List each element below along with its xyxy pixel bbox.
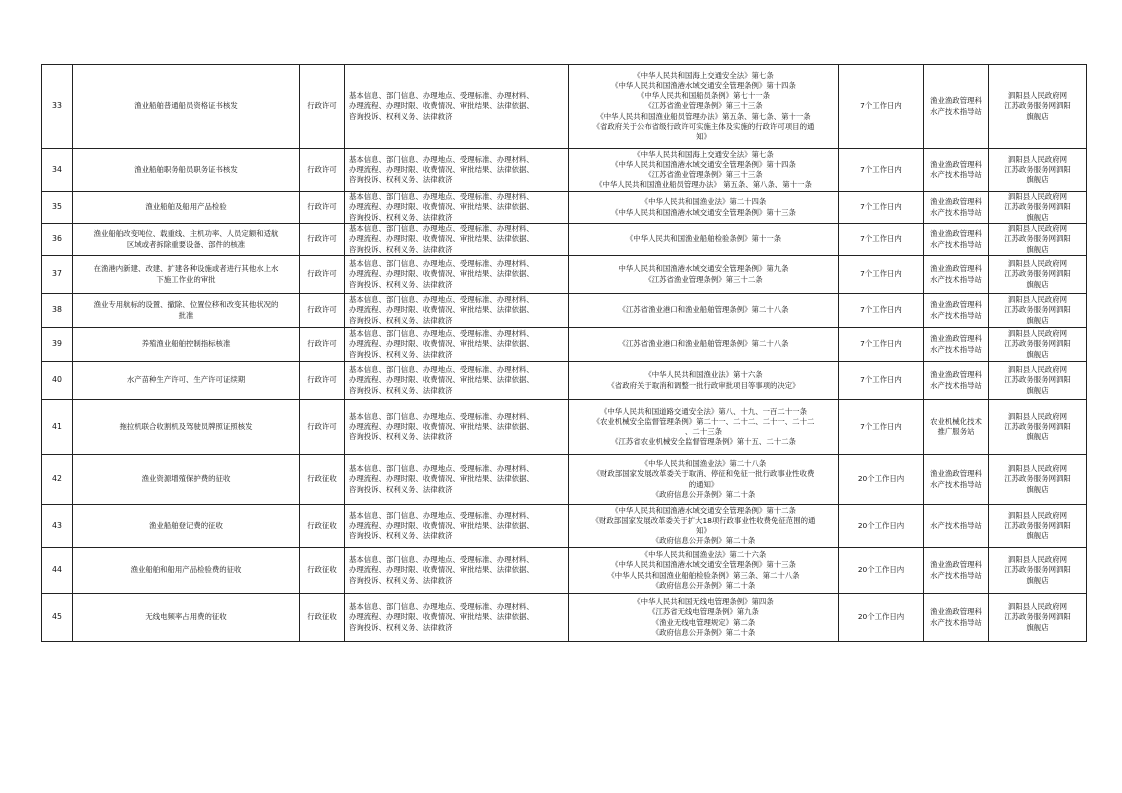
cell-item-type: 行政许可 — [300, 65, 345, 149]
cell-disclosure-content-line: 咨询投诉、权利义务、法律救济 — [349, 279, 453, 289]
cell-legal-basis — [569, 400, 839, 455]
cell-item-type: 行政许可 — [300, 256, 345, 294]
cell-channel — [989, 594, 1087, 642]
cell-item-name — [73, 294, 300, 328]
cell-disclosure-content-line: 咨询投诉、权利义务、法律救济 — [349, 349, 453, 359]
cell-department-line: 推广服务站 — [937, 427, 975, 436]
cell-channel-line: 江苏政务服务网泗阳 — [1004, 421, 1071, 431]
cell-item-name — [73, 192, 300, 224]
table-row — [42, 594, 1087, 642]
cell-disclosure-content-line: 办理流程、办理时限、收费情况、审批结果、法律依据、 — [349, 339, 534, 349]
cell-disclosure-content — [345, 548, 569, 594]
cell-disclosure-content — [345, 149, 569, 192]
cell-department-line: 水产技术指导站 — [930, 479, 982, 489]
cell-disclosure-content — [345, 400, 569, 455]
cell-legal-basis-line: 《中华人民共和国渔港水域交通安全管理条例》第十三条 — [611, 207, 796, 217]
cell-channel — [989, 256, 1087, 294]
cell-legal-basis-line: 中华人民共和国渔港水域交通安全管理条例》第九条 — [618, 264, 789, 274]
cell-legal-basis-line: 《省政府关于公布省级行政许可实施主体及实施的行政许可项目的通 — [592, 121, 815, 131]
cell-item-name-line: 下施工作业的审批 — [156, 274, 216, 284]
cell-department-line: 渔业渔政管理科 — [930, 469, 982, 479]
cell-channel-line: 旗舰店 — [1026, 244, 1049, 254]
cell-disclosure-content — [345, 505, 569, 548]
cell-disclosure-content-line: 基本信息、部门信息、办理地点、受理标准、办理材料、 — [349, 259, 534, 269]
cell-channel-line: 旗舰店 — [1026, 175, 1049, 185]
cell-disclosure-content-line: 基本信息、部门信息、办理地点、受理标准、办理材料、 — [349, 295, 534, 305]
cell-item-name-line: 渔业资源增殖保护费的征收 — [141, 474, 231, 484]
cell-disclosure-content — [345, 455, 569, 505]
cell-legal-basis-line: 《中华人民共和国渔业法》第十六条 — [644, 370, 763, 380]
cell-disclosure-content-line: 办理流程、办理时限、收费情况、审批结果、法律依据、 — [349, 565, 534, 575]
cell-item-type: 行政许可 — [300, 224, 345, 256]
cell-item-name — [73, 400, 300, 455]
cell-number: 43 — [42, 505, 73, 548]
table-row — [42, 192, 1087, 224]
cell-legal-basis — [569, 224, 839, 256]
cell-legal-basis-line: 《中华人民共和国渔业船员管理办法》第五条、第七条、第十一条 — [596, 111, 811, 121]
disclosure-table — [41, 64, 1087, 642]
cell-time-limit: 7个工作日内 — [839, 362, 924, 400]
cell-item-name-line: 拖拉机联合收割机及驾驶员牌照证照核发 — [119, 421, 253, 431]
cell-department-line: 水产技术指导站 — [930, 106, 982, 116]
cell-department — [924, 294, 989, 328]
cell-disclosure-content — [345, 192, 569, 224]
cell-time-limit: 7个工作日内 — [839, 65, 924, 149]
cell-legal-basis-line: 《中华人民共和国渔港水域交通安全管理条例》第十四条 — [611, 80, 796, 90]
cell-legal-basis — [569, 362, 839, 400]
cell-department-line: 水产技术指导站 — [930, 170, 982, 179]
cell-disclosure-content-line: 咨询投诉、权利义务、法律救济 — [349, 212, 453, 222]
cell-disclosure-content-line: 咨询投诉、权利义务、法律救济 — [349, 385, 453, 395]
cell-item-name-line: 渔业船舶和船用产品检验费的征收 — [130, 565, 242, 575]
table-row — [42, 65, 1087, 149]
cell-channel-line: 泗阳县人民政府网 — [1007, 154, 1068, 164]
cell-channel-line: 泗阳县人民政府网 — [1007, 411, 1068, 421]
cell-department-line: 渔业渔政管理科 — [930, 159, 982, 169]
cell-disclosure-content-line: 咨询投诉、权利义务、法律救济 — [349, 531, 453, 541]
cell-legal-basis-line: 《江苏省渔业管理条例》第三十三条 — [644, 170, 763, 179]
cell-legal-basis — [569, 594, 839, 642]
cell-channel-line: 泗阳县人民政府网 — [1007, 365, 1068, 375]
cell-department — [924, 362, 989, 400]
cell-channel-line: 江苏政务服务网泗阳 — [1004, 474, 1071, 484]
cell-legal-basis-line: 《中华人民共和国渔业船舶检验条例》第十一条 — [625, 234, 782, 244]
cell-legal-basis — [569, 65, 839, 149]
cell-legal-basis-line: 《中华人民共和国渔业船舶检验条例》第三条、第二十八条 — [607, 570, 800, 580]
cell-channel-line: 旗舰店 — [1026, 111, 1049, 121]
cell-number: 44 — [42, 548, 73, 594]
cell-legal-basis-line: 《中华人民共和国渔业船员管理办法》 第五条、第八条、第十一条 — [595, 180, 812, 190]
cell-time-limit: 20个工作日内 — [839, 505, 924, 548]
cell-channel-line: 泗阳县人民政府网 — [1007, 224, 1068, 234]
cell-legal-basis — [569, 149, 839, 192]
cell-legal-basis-line: 、二十三条 — [685, 427, 722, 436]
cell-legal-basis-line: 《农业机械安全监督管理条例》第二十一、二十二、二十一、二十二 — [592, 416, 815, 426]
cell-channel — [989, 455, 1087, 505]
cell-item-name — [73, 362, 300, 400]
cell-legal-basis-line: 《江苏省无线电管理条例》第九条 — [648, 607, 759, 617]
cell-legal-basis — [569, 505, 839, 548]
cell-item-name-line: 在渔港内新建、改建、扩建各种设施或者进行其他水上水 — [93, 264, 279, 274]
cell-legal-basis — [569, 192, 839, 224]
cell-disclosure-content-line: 基本信息、部门信息、办理地点、受理标准、办理材料、 — [349, 510, 534, 520]
table-row — [42, 455, 1087, 505]
table-row — [42, 362, 1087, 400]
cell-disclosure-content — [345, 362, 569, 400]
cell-time-limit: 20个工作日内 — [839, 455, 924, 505]
cell-department-line: 渔业渔政管理科 — [930, 197, 982, 207]
cell-number: 41 — [42, 400, 73, 455]
cell-department-line: 渔业渔政管理科 — [930, 370, 982, 380]
table-row — [42, 149, 1087, 192]
cell-disclosure-content — [345, 328, 569, 362]
cell-disclosure-content-line: 基本信息、部门信息、办理地点、受理标准、办理材料、 — [349, 602, 534, 612]
cell-channel-line: 旗舰店 — [1026, 484, 1049, 494]
cell-channel — [989, 548, 1087, 594]
table-row — [42, 328, 1087, 362]
cell-disclosure-content — [345, 65, 569, 149]
cell-item-name-line: 渔业船舶职务船员职务证书核发 — [134, 164, 238, 174]
cell-legal-basis-line: 《江苏省渔业港口和渔业船舶管理条例》第二十八条 — [618, 339, 789, 349]
cell-disclosure-content-line: 基本信息、部门信息、办理地点、受理标准、办理材料、 — [349, 365, 534, 375]
cell-channel-line: 泗阳县人民政府网 — [1007, 329, 1068, 339]
cell-item-name — [73, 224, 300, 256]
cell-time-limit: 7个工作日内 — [839, 149, 924, 192]
cell-channel-line: 江苏政务服务网泗阳 — [1004, 375, 1071, 385]
cell-department-line: 水产技术指导站 — [930, 380, 982, 390]
cell-department — [924, 224, 989, 256]
table-row — [42, 294, 1087, 328]
table-row — [42, 548, 1087, 594]
cell-channel-line: 江苏政务服务网泗阳 — [1004, 202, 1071, 212]
cell-legal-basis — [569, 548, 839, 594]
cell-department-line: 水产技术指导站 — [930, 344, 982, 354]
cell-disclosure-content-line: 咨询投诉、权利义务、法律救济 — [349, 315, 453, 325]
cell-channel-line: 旗舰店 — [1026, 432, 1049, 442]
cell-channel-line: 江苏政务服务网泗阳 — [1004, 234, 1071, 244]
cell-channel-line: 泗阳县人民政府网 — [1007, 464, 1068, 474]
cell-time-limit: 7个工作日内 — [839, 224, 924, 256]
cell-department-line: 渔业渔政管理科 — [930, 264, 982, 274]
cell-legal-basis — [569, 328, 839, 362]
cell-time-limit: 7个工作日内 — [839, 328, 924, 362]
cell-channel-line: 旗舰店 — [1026, 575, 1049, 585]
cell-department-line: 水产技术指导站 — [930, 239, 982, 249]
table-body — [42, 65, 1087, 642]
cell-legal-basis-line: 知》 — [696, 526, 711, 535]
cell-disclosure-content-line: 基本信息、部门信息、办理地点、受理标准、办理材料、 — [349, 154, 534, 164]
cell-item-type: 行政许可 — [300, 294, 345, 328]
cell-disclosure-content-line: 办理流程、办理时限、收费情况、审批结果、法律依据、 — [349, 164, 534, 174]
cell-department-line: 渔业渔政管理科 — [930, 334, 982, 344]
cell-number: 37 — [42, 256, 73, 294]
cell-disclosure-content-line: 咨询投诉、权利义务、法律救济 — [349, 244, 453, 254]
cell-department — [924, 548, 989, 594]
cell-disclosure-content-line: 办理流程、办理时限、收费情况、审批结果、法律依据、 — [349, 474, 534, 484]
table-row — [42, 256, 1087, 294]
cell-channel — [989, 192, 1087, 224]
cell-legal-basis-line: 《中华人民共和国渔业法》第二十六条 — [640, 550, 767, 560]
cell-legal-basis-line: 《财政部国家发展改革委关于取消、停征和免征一批行政事业性收费 — [592, 469, 815, 479]
cell-disclosure-content-line: 咨询投诉、权利义务、法律救济 — [349, 175, 453, 185]
cell-disclosure-content — [345, 224, 569, 256]
cell-legal-basis-line: 的通知》 — [688, 479, 719, 489]
cell-department-line: 水产技术指导站 — [930, 310, 982, 320]
cell-item-name — [73, 328, 300, 362]
cell-channel-line: 旗舰店 — [1026, 315, 1049, 325]
cell-department-line: 渔业渔政管理科 — [930, 607, 982, 617]
cell-legal-basis-line: 《江苏省渔业管理条例》第三十二条 — [644, 274, 763, 284]
cell-time-limit: 7个工作日内 — [839, 400, 924, 455]
cell-number: 34 — [42, 149, 73, 192]
cell-disclosure-content-line: 办理流程、办理时限、收费情况、审批结果、法律依据、 — [349, 269, 534, 279]
cell-department-line: 水产技术指导站 — [930, 570, 982, 580]
cell-number: 33 — [42, 65, 73, 149]
cell-number: 38 — [42, 294, 73, 328]
cell-department — [924, 256, 989, 294]
cell-channel-line: 江苏政务服务网泗阳 — [1004, 164, 1071, 174]
cell-channel-line: 江苏政务服务网泗阳 — [1004, 565, 1071, 575]
cell-legal-basis-line: 《政府信息公开条例》第二十条 — [651, 536, 756, 546]
cell-disclosure-content-line: 办理流程、办理时限、收费情况、审批结果、法律依据、 — [349, 101, 534, 111]
cell-legal-basis-line: 《省政府关于取消和调整一批行政审批项目等事项的决定》 — [607, 380, 800, 390]
cell-channel-line: 泗阳县人民政府网 — [1007, 510, 1068, 520]
cell-legal-basis-line: 《中华人民共和国渔港水域交通安全管理条例》第十三条 — [611, 560, 796, 570]
cell-channel-line: 泗阳县人民政府网 — [1007, 295, 1068, 305]
cell-channel — [989, 294, 1087, 328]
cell-disclosure-content-line: 基本信息、部门信息、办理地点、受理标准、办理材料、 — [349, 329, 534, 339]
cell-legal-basis-line: 《江苏省渔业港口和渔业船舶管理条例》第二十八条 — [618, 305, 789, 315]
cell-channel — [989, 328, 1087, 362]
cell-department — [924, 192, 989, 224]
cell-time-limit: 7个工作日内 — [839, 192, 924, 224]
cell-department-line: 水产技术指导站 — [930, 617, 982, 627]
cell-number: 40 — [42, 362, 73, 400]
cell-legal-basis-line: 《中华人民共和国渔业法》第二十四条 — [640, 197, 767, 207]
cell-number: 45 — [42, 594, 73, 642]
cell-legal-basis-line: 《财政部国家发展改革委关于扩大18项行政事业性收费免征范围的通 — [591, 515, 816, 525]
cell-disclosure-content-line: 办理流程、办理时限、收费情况、审批结果、法律依据、 — [349, 421, 534, 431]
cell-legal-basis-line: 《中华人民共和国海上交通安全法》第七条 — [633, 70, 774, 80]
cell-item-name-line: 渔业船舶普通船员资格证书核发 — [134, 101, 238, 111]
cell-legal-basis-line: 《江苏省渔业管理条例》第三十三条 — [644, 101, 763, 111]
cell-channel-line: 旗舰店 — [1026, 349, 1049, 359]
cell-legal-basis-line: 《中华人民共和国道路交通安全法》第八、十九、一百二十一条 — [600, 406, 807, 416]
cell-disclosure-content-line: 基本信息、部门信息、办理地点、受理标准、办理材料、 — [349, 91, 534, 101]
cell-item-name-line: 渔业船舶登记费的征收 — [149, 520, 223, 530]
cell-channel — [989, 224, 1087, 256]
cell-disclosure-content-line: 基本信息、部门信息、办理地点、受理标准、办理材料、 — [349, 555, 534, 565]
cell-department-line: 渔业渔政管理科 — [930, 300, 982, 310]
cell-legal-basis-line: 《中华人民共和国海上交通安全法》第七条 — [633, 149, 774, 159]
cell-item-type: 行政许可 — [300, 149, 345, 192]
cell-item-name — [73, 594, 300, 642]
cell-item-type: 行政许可 — [300, 192, 345, 224]
cell-item-name-line: 渔业船舶及船用产品检验 — [145, 202, 227, 212]
cell-department — [924, 455, 989, 505]
cell-legal-basis-line: 《中华人民共和国无线电管理条例》第四条 — [633, 597, 774, 607]
table-row — [42, 400, 1087, 455]
cell-legal-basis — [569, 294, 839, 328]
cell-disclosure-content-line: 基本信息、部门信息、办理地点、受理标准、办理材料、 — [349, 411, 534, 421]
cell-time-limit: 20个工作日内 — [839, 548, 924, 594]
cell-channel-line: 江苏政务服务网泗阳 — [1004, 520, 1071, 530]
cell-item-type: 行政征收 — [300, 455, 345, 505]
cell-number: 36 — [42, 224, 73, 256]
cell-channel-line: 泗阳县人民政府网 — [1007, 602, 1068, 612]
cell-department — [924, 505, 989, 548]
cell-channel — [989, 505, 1087, 548]
cell-department-line: 农业机械化技术 — [930, 416, 982, 426]
cell-item-type: 行政许可 — [300, 400, 345, 455]
cell-item-name-line: 批准 — [178, 310, 194, 320]
cell-department-line: 渔业渔政管理科 — [930, 96, 982, 106]
cell-number: 35 — [42, 192, 73, 224]
cell-channel — [989, 65, 1087, 149]
cell-disclosure-content-line: 咨询投诉、权利义务、法律救济 — [349, 484, 453, 494]
cell-number: 42 — [42, 455, 73, 505]
table-row — [42, 505, 1087, 548]
cell-disclosure-content-line: 办理流程、办理时限、收费情况、审批结果、法律依据、 — [349, 375, 534, 385]
cell-disclosure-content-line: 办理流程、办理时限、收费情况、审批结果、法律依据、 — [349, 202, 534, 212]
cell-channel-line: 泗阳县人民政府网 — [1007, 259, 1068, 269]
cell-disclosure-content-line: 办理流程、办理时限、收费情况、审批结果、法律依据、 — [349, 520, 534, 530]
cell-item-type: 行政许可 — [300, 328, 345, 362]
cell-channel — [989, 362, 1087, 400]
cell-department-line: 渔业渔政管理科 — [930, 560, 982, 570]
cell-item-name — [73, 149, 300, 192]
cell-channel-line: 江苏政务服务网泗阳 — [1004, 612, 1071, 622]
table-row — [42, 224, 1087, 256]
cell-item-type: 行政征收 — [300, 548, 345, 594]
cell-department-line: 水产技术指导站 — [930, 274, 982, 284]
cell-channel — [989, 400, 1087, 455]
cell-department — [924, 400, 989, 455]
cell-department — [924, 328, 989, 362]
cell-item-name — [73, 256, 300, 294]
cell-legal-basis-line: 《中华人民共和国渔港水域交通安全管理条例》第十四条 — [611, 159, 796, 169]
cell-item-name-line: 渔业专用航标的设置、撤除、位置位移和改变其他状况的 — [93, 300, 279, 310]
cell-legal-basis-line: 《中华人民共和国船员条例》第七十一条 — [636, 91, 771, 101]
cell-item-type: 行政许可 — [300, 362, 345, 400]
cell-department — [924, 149, 989, 192]
cell-disclosure-content-line: 办理流程、办理时限、收费情况、审批结果、法律依据、 — [349, 234, 534, 244]
cell-time-limit: 7个工作日内 — [839, 256, 924, 294]
cell-channel-line: 旗舰店 — [1026, 531, 1049, 541]
cell-channel — [989, 149, 1087, 192]
cell-channel-line: 江苏政务服务网泗阳 — [1004, 269, 1071, 279]
cell-disclosure-content — [345, 294, 569, 328]
cell-number: 39 — [42, 328, 73, 362]
cell-disclosure-content-line: 办理流程、办理时限、收费情况、审批结果、法律依据、 — [349, 305, 534, 315]
cell-channel-line: 泗阳县人民政府网 — [1007, 91, 1068, 101]
cell-disclosure-content — [345, 256, 569, 294]
cell-time-limit: 20个工作日内 — [839, 594, 924, 642]
cell-channel-line: 旗舰店 — [1026, 385, 1049, 395]
cell-channel-line: 旗舰店 — [1026, 212, 1049, 222]
cell-disclosure-content-line: 基本信息、部门信息、办理地点、受理标准、办理材料、 — [349, 464, 534, 474]
cell-item-type: 行政征收 — [300, 505, 345, 548]
cell-item-type: 行政征收 — [300, 594, 345, 642]
cell-channel-line: 旗舰店 — [1026, 279, 1049, 289]
cell-item-name-line: 水产苗种生产许可、生产许可证续期 — [126, 375, 246, 385]
cell-legal-basis-line: 知》 — [696, 132, 711, 141]
cell-disclosure-content-line: 咨询投诉、权利义务、法律救济 — [349, 575, 453, 585]
cell-disclosure-content-line: 办理流程、办理时限、收费情况、审批结果、法律依据、 — [349, 612, 534, 622]
cell-department-line: 渔业渔政管理科 — [930, 229, 982, 239]
cell-legal-basis — [569, 256, 839, 294]
cell-time-limit: 7个工作日内 — [839, 294, 924, 328]
cell-legal-basis-line: 《政府信息公开条例》第二十条 — [651, 580, 756, 590]
cell-item-name — [73, 455, 300, 505]
cell-channel-line: 江苏政务服务网泗阳 — [1004, 305, 1071, 315]
cell-legal-basis-line: 《政府信息公开条例》第二十条 — [651, 627, 756, 637]
cell-legal-basis-line: 《渔业无线电管理规定》第二条 — [651, 617, 756, 627]
cell-department — [924, 594, 989, 642]
cell-disclosure-content-line: 基本信息、部门信息、办理地点、受理标准、办理材料、 — [349, 224, 534, 234]
cell-item-name — [73, 505, 300, 548]
cell-disclosure-content-line: 咨询投诉、权利义务、法律救济 — [349, 432, 453, 442]
cell-channel-line: 泗阳县人民政府网 — [1007, 192, 1068, 202]
cell-department-line: 水产技术指导站 — [930, 207, 982, 217]
cell-item-name — [73, 548, 300, 594]
cell-disclosure-content — [345, 594, 569, 642]
cell-legal-basis-line: 《中华人民共和国渔业法》第二十八条 — [640, 459, 767, 469]
cell-item-name-line: 区域或者拆除重要设备、部件的核准 — [126, 239, 246, 249]
cell-channel-line: 江苏政务服务网泗阳 — [1004, 339, 1071, 349]
cell-item-name — [73, 65, 300, 149]
cell-channel-line: 江苏政务服务网泗阳 — [1004, 101, 1071, 111]
cell-disclosure-content-line: 咨询投诉、权利义务、法律救济 — [349, 622, 453, 632]
cell-channel-line: 泗阳县人民政府网 — [1007, 555, 1068, 565]
cell-item-name-line: 养殖渔业船舶控制指标核准 — [141, 339, 231, 349]
cell-item-name-line: 无线电频率占用费的征收 — [145, 612, 227, 622]
cell-legal-basis-line: 《中华人民共和国渔港水域交通安全管理条例》第十二条 — [611, 505, 796, 515]
cell-legal-basis — [569, 455, 839, 505]
cell-department — [924, 65, 989, 149]
cell-legal-basis-line: 《江苏省农业机械安全监督管理条例》第十五、二十二条 — [611, 437, 796, 447]
cell-channel-line: 旗舰店 — [1026, 622, 1049, 632]
cell-item-name-line: 渔业船舶改变吨位、载重线、主机功率、人员定额和适航 — [93, 229, 279, 239]
cell-department-line: 水产技术指导站 — [930, 520, 982, 530]
cell-legal-basis-line: 《政府信息公开条例》第二十条 — [651, 489, 756, 499]
cell-disclosure-content-line: 咨询投诉、权利义务、法律救济 — [349, 111, 453, 121]
cell-disclosure-content-line: 基本信息、部门信息、办理地点、受理标准、办理材料、 — [349, 192, 534, 202]
